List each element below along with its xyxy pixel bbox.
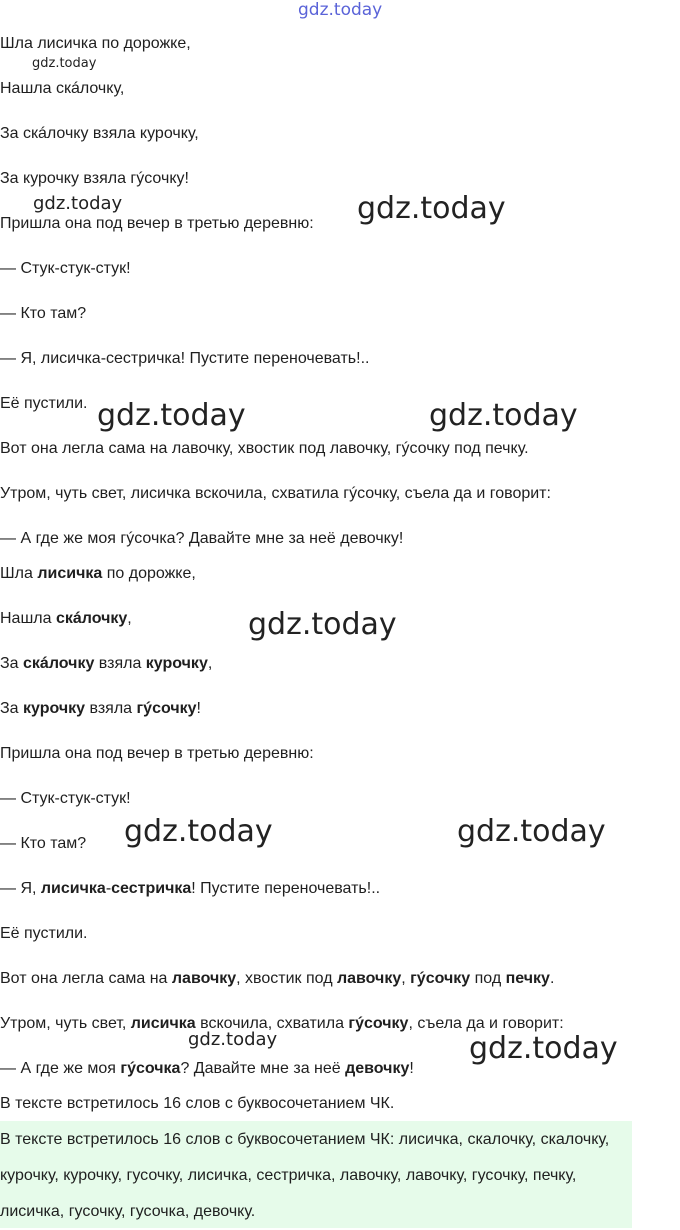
highlighted-word: сестричка: [111, 880, 192, 897]
watermark: gdz.today: [188, 1029, 278, 1050]
highlighted-line: [0, 878, 380, 900]
watermark: gdz.today: [32, 56, 97, 71]
poem-line: Пришла она под вечер в третью деревню:: [0, 215, 314, 232]
watermark: gdz.today: [248, 607, 397, 642]
highlighted-word: лисичка: [130, 1015, 196, 1032]
highlighted-line: [0, 968, 554, 990]
watermark: gdz.today: [33, 193, 123, 214]
text-segment: За: [0, 655, 24, 672]
text-segment: вскочила, схватила: [195, 1015, 349, 1032]
watermark: gdz.today: [429, 398, 578, 433]
highlighted-word: печку: [505, 970, 550, 987]
text-segment: Её пустили.: [0, 925, 88, 942]
text-segment: Пришла она под вечер в третью деревню:: [0, 745, 314, 762]
text-segment: — Стук-стук-стук!: [0, 790, 131, 807]
highlighted-line: [0, 743, 314, 765]
watermark: gdz.today: [457, 814, 606, 849]
highlighted-word: курочку: [145, 655, 208, 672]
text-segment: Шла: [0, 565, 38, 582]
poem-line: За скáлочку взяла курочку,: [0, 125, 199, 142]
watermark: gdz.today: [97, 398, 246, 433]
poem-line: Шла лисичка по дорожке,: [0, 35, 191, 52]
poem-line: — Я, лисичка-сестричка! Пустите переночевать!..: [0, 350, 370, 367]
text-segment: взяла: [85, 700, 137, 717]
highlighted-word: лавочку: [336, 970, 402, 987]
poem-line: Утром, чуть свет, лисичка вскочила, схватила гýсочку, съела да и говорит:: [0, 485, 551, 502]
highlighted-word: гýсочку: [410, 970, 471, 987]
highlighted-line: [0, 923, 87, 945]
highlighted-word: скáлочку: [55, 610, 128, 627]
highlighted-word: скáлочку: [23, 655, 95, 672]
watermark: gdz.today: [357, 191, 506, 226]
answer-box: [0, 1121, 632, 1228]
highlighted-line: [0, 608, 132, 630]
text-segment: !: [409, 1060, 414, 1077]
text-segment: — Кто там?: [0, 835, 87, 852]
text-segment: Вот она легла сама на: [0, 970, 172, 987]
text-segment: взяла: [94, 655, 146, 672]
highlighted-line: [0, 563, 196, 585]
text-segment: Нашла: [0, 610, 56, 627]
summary-line: В тексте встретилось 16 слов с буквосочетанием ЧК.: [0, 1095, 395, 1112]
highlighted-word: девочку: [345, 1060, 410, 1077]
highlighted-word: гýсочку: [348, 1015, 409, 1032]
text-segment: -: [105, 880, 112, 897]
highlighted-line: [0, 788, 131, 810]
text-segment: — Я,: [0, 880, 41, 897]
text-segment: .: [549, 970, 555, 987]
poem-line: Нашла скáлочку,: [0, 80, 125, 97]
poem-line: — Стук-стук-стук!: [0, 260, 131, 277]
highlighted-word: курочку: [23, 700, 86, 717]
text-segment: под: [470, 970, 506, 987]
highlighted-line: [0, 1058, 414, 1080]
text-segment: Утром, чуть свет,: [0, 1015, 131, 1032]
text-segment: по дорожке,: [102, 565, 196, 582]
watermark: gdz.today: [298, 0, 383, 20]
poem-line: За курочку взяла гýсочку!: [0, 170, 189, 187]
text-segment: ,: [207, 655, 213, 672]
text-segment: ,: [127, 610, 132, 627]
text-segment: , съела да и говорит:: [408, 1015, 564, 1032]
text-segment: !: [196, 700, 201, 717]
highlighted-line: [0, 698, 201, 720]
text-segment: ,: [401, 970, 411, 987]
text-segment: За: [0, 700, 24, 717]
text-segment: ! Пустите переночевать!..: [191, 880, 381, 897]
highlighted-word: лавочку: [171, 970, 237, 987]
highlighted-word: лисичка: [40, 880, 106, 897]
highlighted-word: лисичка: [37, 565, 103, 582]
poem-line: — А где же моя гýсочка? Давайте мне за неё девочку!: [0, 530, 404, 547]
highlighted-word: гýсочка: [120, 1060, 181, 1077]
answer-text: В тексте встретилось 16 слов с буквосочетанием ЧК: лисичка, скалочку, скалочку, курочку, курочку, гусочку, лисичка, сестричка, лавочку, лавочку, гусочку, печку, лисичка, гусочку, гусочка, девочку.: [0, 1131, 610, 1220]
text-segment: — А где же моя: [0, 1060, 121, 1077]
text-segment: ? Давайте мне за неё: [180, 1060, 346, 1077]
watermark: gdz.today: [124, 814, 273, 849]
highlighted-word: гýсочку: [136, 700, 197, 717]
poem-line: Её пустили.: [0, 395, 88, 412]
highlighted-line: [0, 833, 86, 855]
poem-line: — Кто там?: [0, 305, 87, 322]
poem-line: Вот она легла сама на лавочку, хвостик под лавочку, гýсочку под печку.: [0, 440, 529, 457]
highlighted-line: [0, 653, 212, 675]
text-segment: , хвостик под: [236, 970, 337, 987]
watermark: gdz.today: [469, 1031, 618, 1066]
